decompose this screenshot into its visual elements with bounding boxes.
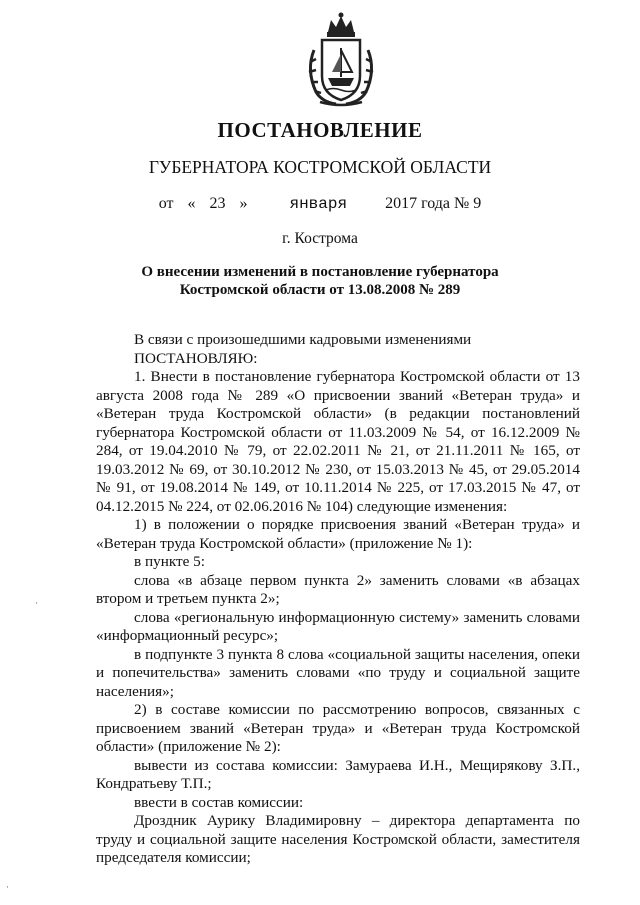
date-quote-open: « [187, 195, 196, 212]
date-day: 23 [209, 195, 226, 212]
document-date [0, 195, 640, 213]
paragraph-6: в подпункте 3 пункта 8 слова «социальной защиты населения, опеки и попечительства» заменить словами «по труду и социальной защите населения»; [96, 645, 580, 700]
paragraph-3: в пункте 5: [134, 553, 205, 570]
document-city: г. Кострома [282, 230, 358, 247]
document-subject [0, 263, 640, 299]
document-subtitle: ГУБЕРНАТОРА КОСТРОМСКОЙ ОБЛАСТИ [148, 157, 492, 177]
paragraph-2: 1) в положении о порядке присвоения званий «Ветеран труда» и «Ветеран труда Костромской области» (приложение № 1): [96, 516, 580, 552]
paragraph-5: слова «региональную информационную систему» заменить словами «информационный ресурс»; [96, 608, 580, 644]
margin-mark: · [6, 882, 9, 892]
date-year-text: 2017 года № [385, 195, 470, 212]
date-month: января [289, 195, 348, 213]
paragraph-4: слова «в абзаце первом пункта 2» заменить словами «в абзацах втором и третьем пункта 2»; [96, 571, 580, 607]
date-quote-close: » [239, 195, 248, 212]
margin-mark: · [35, 598, 38, 608]
paragraph-7: 2) в составе комиссии по рассмотрению вопросов, связанных с присвоением званий «Ветеран труда» и «Ветеран труда Костромской области» (приложение № 2): [96, 701, 580, 755]
coat-of-arms-emblem [300, 10, 382, 108]
paragraph-8: вывести из состава комиссии: Замураева И.Н., Мещирякову З.П., Кондратьеву Т.П.; [96, 756, 580, 792]
paragraph-10: Дроздник Аурику Владимировну – директора департамента по труду и социальной защите населения Костромской области, заместителя председателя комиссии; [96, 812, 580, 866]
subject-line-2: Костромской области от 13.08.2008 № 289 [179, 282, 461, 298]
paragraph-9: ввести в состав комиссии: [134, 793, 304, 811]
document-title: ПОСТАНОВЛЕНИЕ [217, 118, 423, 142]
date-prefix: от [158, 195, 174, 212]
document-number: 9 [473, 195, 482, 212]
resolve-word: ПОСТАНОВЛЯЮ: [134, 349, 258, 367]
subject-line-1: О внесении изменений в постановление губернатора [141, 264, 499, 280]
intro-paragraph: В связи с произошедшими кадровыми изменениями [134, 331, 472, 348]
paragraph-1: 1. Внести в постановление губернатора Костромской области от 13 августа 2008 года № 289 «О присвоении званий «Ветеран труда» и «Ветеран труда Костромской области» (в редакции постановлений губернатора Костромской области от 11.03.2009 № 54, от 16.12.2009 № 284, от 19.04.2010 № 79, от 22.02.2011 № 21, от 21.11.2011 № 165, от 19.03.2012 № 69, от 30.10.2012 № 230, от 15.03.2013 № 45, от 29.05.2014 № 91, от 19.08.2014 № 149, от 10.11.2014 № 225, от 17.03.2015 № 47, от 04.12.2015 № 224, от 02.06.2016 № 104) следующие изменения: [96, 368, 580, 515]
document-body [96, 331, 580, 868]
